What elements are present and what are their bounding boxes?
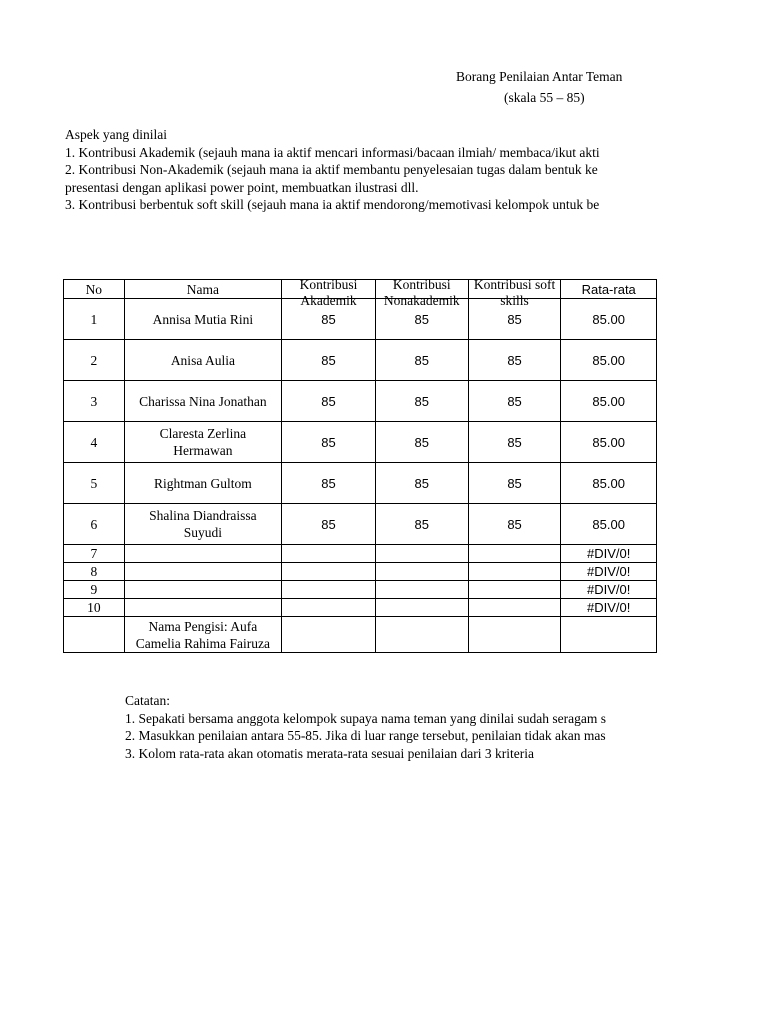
cell-nonakademik[interactable]: 85 bbox=[375, 381, 468, 422]
table-row bbox=[64, 422, 657, 463]
cell-empty[interactable] bbox=[64, 617, 125, 653]
cell-rata[interactable]: #DIV/0! bbox=[561, 563, 657, 581]
cell-nama[interactable]: Anisa Aulia bbox=[124, 340, 282, 381]
cell-rata[interactable]: #DIV/0! bbox=[561, 581, 657, 599]
cell-rata[interactable]: 85.00 bbox=[561, 340, 657, 381]
cell-softskill[interactable]: 85 bbox=[468, 463, 561, 504]
header-akademik: Kontribusi Akademik bbox=[282, 280, 376, 299]
cell-nonakademik[interactable] bbox=[375, 545, 468, 563]
notes-line: 3. Kolom rata-rata akan otomatis merata-rata sesuai penilaian dari 3 kriteria bbox=[125, 745, 534, 761]
notes-line: 2. Masukkan penilaian antara 55-85. Jika di luar range tersebut, penilaian tidak akan mas bbox=[125, 728, 606, 743]
cell-rata[interactable]: 85.00 bbox=[561, 381, 657, 422]
header-nonakademik: Kontribusi Nonakademik bbox=[375, 280, 468, 299]
cell-no[interactable]: 6 bbox=[64, 504, 125, 545]
cell-nonakademik[interactable] bbox=[375, 599, 468, 617]
cell-rata[interactable]: 85.00 bbox=[561, 463, 657, 504]
aspect-section bbox=[65, 126, 600, 214]
cell-no[interactable]: 2 bbox=[64, 340, 125, 381]
cell-softskill[interactable] bbox=[468, 545, 561, 563]
cell-akademik[interactable]: 85 bbox=[282, 463, 376, 504]
table-row bbox=[64, 340, 657, 381]
form-scale: (skala 55 – 85) bbox=[504, 90, 585, 105]
cell-softskill[interactable] bbox=[468, 581, 561, 599]
aspect-heading: Aspek yang dinilai bbox=[65, 127, 167, 142]
cell-rata[interactable]: 85.00 bbox=[561, 422, 657, 463]
cell-no[interactable]: 8 bbox=[64, 563, 125, 581]
cell-akademik[interactable]: 85 bbox=[282, 340, 376, 381]
cell-no[interactable]: 7 bbox=[64, 545, 125, 563]
cell-rata[interactable]: #DIV/0! bbox=[561, 545, 657, 563]
cell-nama[interactable]: Claresta Zerlina Hermawan bbox=[124, 422, 282, 463]
table-row bbox=[64, 504, 657, 545]
cell-akademik[interactable] bbox=[282, 545, 376, 563]
cell-nonakademik[interactable]: 85 bbox=[375, 504, 468, 545]
table-row bbox=[64, 299, 657, 340]
cell-softskill[interactable] bbox=[468, 599, 561, 617]
cell-akademik[interactable] bbox=[282, 563, 376, 581]
cell-akademik[interactable]: 85 bbox=[282, 422, 376, 463]
cell-nonakademik[interactable] bbox=[375, 581, 468, 599]
notes-heading: Catatan: bbox=[125, 693, 170, 708]
cell-akademik[interactable]: 85 bbox=[282, 299, 376, 340]
cell-empty[interactable] bbox=[375, 617, 468, 653]
aspect-line: presentasi dengan aplikasi power point, membuatkan ilustrasi dll. bbox=[65, 179, 419, 195]
cell-empty[interactable] bbox=[561, 617, 657, 653]
cell-nonakademik[interactable] bbox=[375, 563, 468, 581]
cell-no[interactable]: 9 bbox=[64, 581, 125, 599]
header-softskill: Kontribusi soft skills bbox=[468, 280, 561, 299]
header-no: No bbox=[64, 280, 125, 299]
cell-empty[interactable] bbox=[468, 617, 561, 653]
cell-softskill[interactable]: 85 bbox=[468, 340, 561, 381]
cell-nama[interactable] bbox=[124, 545, 282, 563]
cell-softskill[interactable] bbox=[468, 563, 561, 581]
table-row bbox=[64, 381, 657, 422]
cell-nama[interactable]: Annisa Mutia Rini bbox=[124, 299, 282, 340]
header-nama: Nama bbox=[124, 280, 282, 299]
cell-nonakademik[interactable]: 85 bbox=[375, 299, 468, 340]
cell-nama[interactable]: Charissa Nina Jonathan bbox=[124, 381, 282, 422]
cell-nama[interactable]: Rightman Gultom bbox=[124, 463, 282, 504]
cell-no[interactable]: 1 bbox=[64, 299, 125, 340]
cell-akademik[interactable] bbox=[282, 599, 376, 617]
aspect-line: 3. Kontribusi berbentuk soft skill (sejauh mana ia aktif mendorong/memotivasi kelompok untuk be bbox=[65, 197, 600, 212]
cell-akademik[interactable]: 85 bbox=[282, 381, 376, 422]
pengisi-row bbox=[64, 617, 657, 653]
cell-softskill[interactable]: 85 bbox=[468, 299, 561, 340]
aspect-line: 2. Kontribusi Non-Akademik (sejauh mana ia aktif membantu penyelesaian tugas dalam bentuk ke bbox=[65, 162, 598, 177]
cell-softskill[interactable]: 85 bbox=[468, 381, 561, 422]
aspect-line: 1. Kontribusi Akademik (sejauh mana ia aktif mencari informasi/bacaan ilmiah/ membaca/ikut akti bbox=[65, 144, 600, 160]
cell-nama[interactable] bbox=[124, 599, 282, 617]
cell-rata[interactable]: 85.00 bbox=[561, 504, 657, 545]
cell-nama[interactable] bbox=[124, 581, 282, 599]
header-rata: Rata-rata bbox=[561, 280, 657, 299]
form-title: Borang Penilaian Antar Teman bbox=[456, 69, 623, 84]
cell-akademik[interactable] bbox=[282, 581, 376, 599]
cell-rata[interactable]: 85.00 bbox=[561, 299, 657, 340]
cell-no[interactable]: 4 bbox=[64, 422, 125, 463]
cell-no[interactable]: 10 bbox=[64, 599, 125, 617]
cell-nama[interactable] bbox=[124, 563, 282, 581]
cell-nama[interactable]: Shalina Diandraissa Suyudi bbox=[124, 504, 282, 545]
cell-empty[interactable] bbox=[282, 617, 376, 653]
cell-nonakademik[interactable]: 85 bbox=[375, 340, 468, 381]
pengisi-name[interactable]: Nama Pengisi: Aufa Camelia Rahima Fairuza bbox=[124, 617, 282, 653]
notes-section bbox=[125, 692, 606, 762]
cell-rata[interactable]: #DIV/0! bbox=[561, 599, 657, 617]
notes-line: 1. Sepakati bersama anggota kelompok supaya nama teman yang dinilai sudah seragam s bbox=[125, 710, 606, 726]
cell-akademik[interactable]: 85 bbox=[282, 504, 376, 545]
cell-no[interactable]: 5 bbox=[64, 463, 125, 504]
assessment-table bbox=[63, 279, 657, 653]
table-row bbox=[64, 463, 657, 504]
cell-nonakademik[interactable]: 85 bbox=[375, 422, 468, 463]
table-row bbox=[64, 545, 657, 563]
table-row bbox=[64, 563, 657, 581]
cell-nonakademik[interactable]: 85 bbox=[375, 463, 468, 504]
cell-softskill[interactable]: 85 bbox=[468, 422, 561, 463]
table-row bbox=[64, 599, 657, 617]
table-row bbox=[64, 581, 657, 599]
cell-no[interactable]: 3 bbox=[64, 381, 125, 422]
table-header-row bbox=[64, 280, 657, 299]
cell-softskill[interactable]: 85 bbox=[468, 504, 561, 545]
